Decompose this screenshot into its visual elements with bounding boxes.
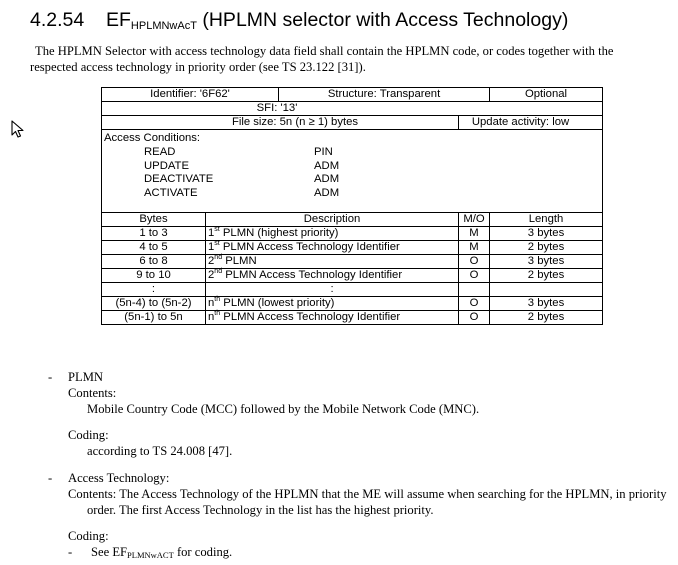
length-cell: 3 bytes	[490, 226, 603, 240]
ordinal-suffix: th	[214, 295, 221, 303]
identifier-cell: Identifier: '6F62'	[102, 88, 279, 102]
see-ef-reference	[91, 544, 232, 563]
table-row	[102, 254, 603, 268]
update-activity-cell	[459, 116, 603, 130]
ef-subscript: HPLMNwAcT	[130, 20, 197, 32]
ordinal-suffix: st	[214, 239, 220, 247]
description-cell	[206, 296, 459, 310]
mo-cell: O	[459, 254, 490, 268]
mo-cell	[459, 282, 490, 296]
bullet-dash: -	[48, 370, 53, 384]
update-activity-label: Update activity: low	[471, 116, 570, 128]
mo-cell: M	[459, 226, 490, 240]
mo-cell: M	[459, 240, 490, 254]
section-title: (HPLMN selector with Access Technology)	[202, 9, 569, 31]
plmn-title: PLMN	[68, 370, 103, 384]
bytes-cell: 6 to 8	[102, 254, 206, 268]
ordinal: n	[208, 296, 215, 309]
file-description-table	[101, 87, 603, 325]
file-size-cell	[102, 116, 459, 130]
ac-op: ACTIVATE	[144, 187, 198, 200]
structure-cell: Structure: Transparent	[279, 88, 490, 102]
mo-cell: O	[459, 310, 490, 324]
access-condition-activate	[104, 187, 600, 201]
file-size-label: File size: 5n (n ≥ 1) bytes	[231, 116, 359, 128]
description-text: PLMN (highest priority)	[219, 226, 339, 239]
plmn-coding-text: according to TS 24.008 [47].	[87, 444, 233, 458]
description-cell	[206, 268, 459, 282]
see-prefix: See EF	[91, 545, 128, 559]
col-length: Length	[490, 212, 603, 226]
see-subscript: PLMNwACT	[127, 550, 174, 560]
ef-prefix: EF	[106, 9, 131, 31]
access-conditions-cell	[102, 130, 603, 213]
table-row	[102, 240, 603, 254]
access-condition-update	[104, 160, 600, 174]
description-text: PLMN Access Technology Identifier	[222, 268, 403, 281]
bytes-cell: :	[102, 282, 206, 296]
mo-cell: O	[459, 268, 490, 282]
intro-paragraph: The HPLMN Selector with access technology data field shall contain the HPLMN code, or codes together with the respected access technology in priority order (see TS 23.122 [31]).	[30, 44, 614, 74]
table-row	[102, 268, 603, 282]
length-cell: 2 bytes	[490, 310, 603, 324]
ordinal-suffix: st	[214, 225, 220, 233]
table-row-ellipsis	[102, 282, 603, 296]
bullet-dash: -	[48, 471, 53, 485]
ac-op: DEACTIVATE	[144, 173, 214, 186]
description-text: PLMN Access Technology Identifier	[219, 240, 400, 253]
access-condition-read	[104, 146, 600, 160]
ac-cond: PIN	[314, 145, 333, 158]
section-number: 4.2.54	[30, 9, 85, 31]
access-tech-title: Access Technology:	[68, 471, 170, 485]
description-cell	[206, 226, 459, 240]
bytes-cell: 9 to 10	[102, 268, 206, 282]
ac-op: READ	[144, 145, 176, 158]
length-cell: 3 bytes	[490, 254, 603, 268]
column-header-row	[102, 212, 603, 226]
see-suffix: for coding.	[173, 545, 233, 559]
bytes-cell: 1 to 3	[102, 226, 206, 240]
ordinal: 1	[208, 240, 215, 253]
access-condition-deactivate	[104, 173, 600, 187]
table-row	[102, 226, 603, 240]
plmn-contents-label: Contents:	[68, 386, 117, 400]
length-cell	[490, 282, 603, 296]
section-heading	[30, 9, 568, 32]
mouse-pointer-icon	[11, 120, 25, 140]
access-tech-contents: Contents: The Access Technology of the HPLMN that the ME will assume when searching for the HPLMN, in priority order. The first Access Technology in the list has the highest priority.	[68, 487, 667, 517]
plmn-contents-text: Mobile Country Code (MCC) followed by the Mobile Network Code (MNC).	[87, 402, 480, 416]
description-cell	[206, 240, 459, 254]
ac-cond: ADM	[314, 187, 340, 200]
col-bytes: Bytes	[102, 212, 206, 226]
description-cell	[206, 254, 459, 268]
optional-cell: Optional	[490, 88, 603, 102]
description-cell: :	[206, 282, 459, 296]
description-text: PLMN (lowest priority)	[220, 296, 335, 309]
ordinal: n	[208, 310, 215, 323]
col-description: Description	[206, 212, 459, 226]
access-conditions-row	[102, 130, 603, 213]
table-row	[102, 310, 603, 324]
ordinal: 2	[208, 268, 215, 281]
description-cell	[206, 310, 459, 324]
filesize-row	[102, 116, 603, 130]
bytes-cell: 4 to 5	[102, 240, 206, 254]
ac-cond: ADM	[314, 173, 340, 186]
bytes-cell: (5n-1) to 5n	[102, 310, 206, 324]
length-cell: 2 bytes	[490, 240, 603, 254]
description-text: PLMN	[222, 254, 257, 267]
access-conditions-label: Access Conditions:	[104, 132, 201, 144]
ac-cond: ADM	[314, 159, 340, 172]
table-header-row	[102, 88, 603, 102]
bytes-cell: (5n-4) to (5n-2)	[102, 296, 206, 310]
description-text: PLMN Access Technology Identifier	[220, 310, 401, 323]
ac-op: UPDATE	[144, 159, 189, 172]
ordinal: 1	[208, 226, 215, 239]
length-cell: 2 bytes	[490, 268, 603, 282]
ordinal-suffix: nd	[214, 253, 223, 261]
plmn-coding-label: Coding:	[68, 428, 109, 442]
ordinal: 2	[208, 254, 215, 267]
ordinal-suffix: nd	[214, 267, 223, 275]
sfi-row	[102, 102, 603, 116]
sfi-label: SFI: '13'	[256, 102, 298, 114]
table-row	[102, 296, 603, 310]
bullet-dash: -	[68, 545, 73, 559]
mo-cell: O	[459, 296, 490, 310]
ordinal-suffix: th	[214, 309, 221, 317]
length-cell: 3 bytes	[490, 296, 603, 310]
col-mo: M/O	[459, 212, 490, 226]
sfi-cell	[102, 102, 603, 116]
access-tech-coding-label: Coding:	[68, 529, 109, 543]
